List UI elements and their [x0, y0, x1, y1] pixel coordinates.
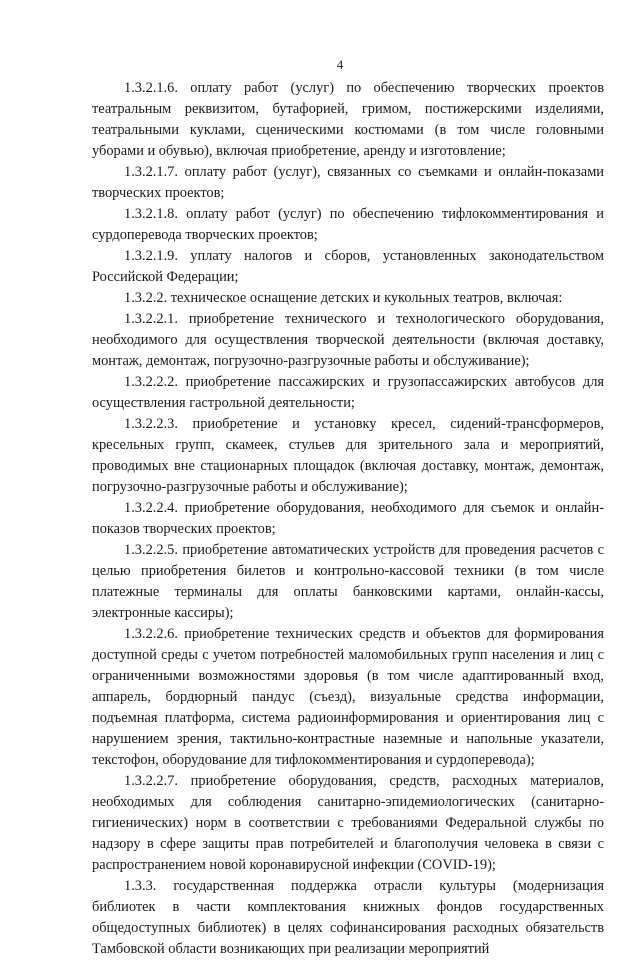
paragraph-1-3-2-1-7: 1.3.2.1.7. оплату работ (услуг), связанных со съемками и онлайн-показами творческих проектов; [92, 164, 604, 201]
page-number: 4 [336, 57, 344, 72]
paragraph-1-3-2-2-6: 1.3.2.2.6. приобретение технических средств и объектов для формирования доступной среды с учетом потребностей маломобильных групп населения и лиц с ограниченными возможностями здоровья (в том числе адаптированный вход, аппарель, бордюрный пандус (съезд), визуальные средства информации, подъемная платформа, система радиоинформирования и ориентирования лиц с нарушением зрения, тактильно-контрастные наземные и напольные указатели, текстофон, оборудование для тифлокомментирования и сурдоперевода); [92, 626, 604, 768]
paragraph-1-3-2-2-4: 1.3.2.2.4. приобретение оборудования, необходимого для съемок и онлайн-показов творческих проектов; [92, 500, 604, 537]
paragraph-1-3-2-2: 1.3.2.2. техническое оснащение детских и кукольных театров, включая: [124, 290, 563, 306]
paragraph-1-3-2-2-1: 1.3.2.2.1. приобретение технического и технологического оборудования, необходимого для осуществления творческой деятельности (включая доставку, монтаж, демонтаж, погрузочно-разгрузочные работы и обслуживание); [92, 311, 604, 369]
paragraph-1-3-2-2-2: 1.3.2.2.2. приобретение пассажирских и грузопассажирских автобусов для осуществления гастрольной деятельности; [92, 374, 604, 411]
paragraph-1-3-2-1-8: 1.3.2.1.8. оплату работ (услуг) по обеспечению тифлокомментирования и сурдоперевода творческих проектов; [92, 206, 604, 243]
paragraph-1-3-2-2-5: 1.3.2.2.5. приобретение автоматических устройств для проведения расчетов с целью приобретения билетов и контрольно-кассовой техники (в том числе платежные терминалы для оплаты банковскими картами, онлайн-кассы, электронные кассиры); [92, 542, 604, 621]
paragraph-1-3-2-1-9: 1.3.2.1.9. уплату налогов и сборов, установленных законодательством Российской Федерации; [92, 248, 604, 285]
paragraph-1-3-2-2-3: 1.3.2.2.3. приобретение и установку кресел, сидений-трансформеров, кресельных групп, скамеек, стульев для зрительного зала и мероприятий, проводимых вне стационарных площадок (включая доставку, монтаж, демонтаж, погрузочно-разгрузочные работы и обслуживание); [92, 416, 604, 495]
paragraph-1-3-2-2-7: 1.3.2.2.7. приобретение оборудования, средств, расходных материалов, необходимых для соблюдения санитарно-эпидемиологических (санитарно-гигиенических) норм в соответствии с требованиями Федеральной службы по надзору в сфере защиты прав потребителей и благополучия человека в связи с распространением новой коронавирусной инфекции (COVID-19); [92, 773, 604, 873]
document-body [92, 78, 604, 960]
paragraph-1-3-2-1-6: 1.3.2.1.6. оплату работ (услуг) по обеспечению творческих проектов театральным реквизитом, бутафорией, гримом, постижерскими изделиями, театральными куклами, сценическими костюмами (в том числе головными уборами и обувью), включая приобретение, аренду и изготовление; [92, 80, 604, 159]
paragraph-1-3-3: 1.3.3. государственная поддержка отрасли культуры (модернизация библиотек в части комплектования книжных фондов государственных общедоступных библиотек) в целях софинансирования расходных обязательств Тамбовской области возникающих при реализации мероприятий [92, 878, 604, 957]
